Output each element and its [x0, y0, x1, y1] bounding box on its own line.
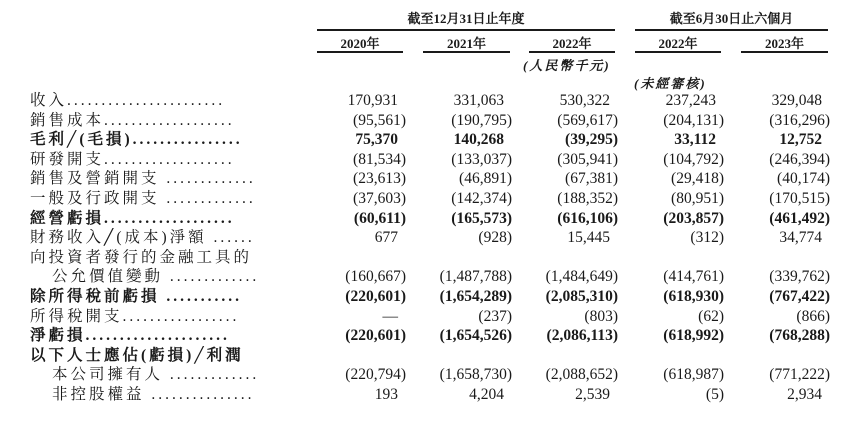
row-value: (414,761) — [663, 268, 724, 286]
row-value: (29,418) — [671, 170, 724, 188]
row-value: 329,048 — [771, 92, 822, 109]
year-rule-2020 — [317, 51, 403, 53]
year-rule-2023-interim — [741, 51, 828, 53]
table-row — [0, 385, 853, 404]
row-value: (928) — [478, 229, 512, 247]
row-value: (237) — [478, 307, 512, 325]
row-value: (246,394) — [769, 150, 830, 168]
table-row — [0, 228, 853, 247]
row-label: 財務收入╱(成本)淨額 ...... — [30, 229, 255, 247]
header-annual-period: 截至12月31日止年度 — [407, 11, 525, 26]
year-header-2022-interim: 2022年 — [658, 36, 698, 51]
row-value: 331,063 — [453, 92, 504, 109]
row-value: (316,296) — [769, 111, 830, 129]
row-value: (160,667) — [345, 268, 406, 286]
row-label: 本公司擁有人 ............. — [52, 366, 260, 384]
table-row — [0, 91, 853, 110]
row-value: (104,792) — [663, 150, 724, 168]
row-value: (5) — [705, 386, 724, 403]
year-rule-2022 — [529, 51, 615, 53]
table-row — [0, 111, 853, 130]
row-label: 淨虧損..................... — [30, 327, 230, 345]
row-label: 一般及行政開支 ............. — [30, 190, 256, 207]
row-value: 530,322 — [559, 92, 610, 109]
header-interim-rule — [635, 29, 828, 31]
row-value: 170,931 — [347, 92, 398, 109]
row-value: (60,611) — [353, 209, 406, 227]
row-value: (142,374) — [451, 190, 512, 207]
unit-note: (人民幣千元) — [523, 58, 611, 73]
row-value: (67,381) — [565, 170, 618, 188]
row-value: (1,658,730) — [439, 366, 512, 384]
row-label: 所得稅開支................. — [30, 307, 240, 325]
row-value: 75,370 — [355, 131, 398, 149]
row-value: 2,934 — [787, 386, 822, 403]
row-value: (170,515) — [769, 190, 830, 207]
row-label: 非控股權益 ............... — [52, 386, 255, 403]
table-row — [0, 169, 853, 188]
row-value: (312) — [690, 229, 724, 247]
row-value: (616,106) — [557, 209, 618, 227]
row-value: (768,288) — [769, 327, 830, 345]
row-value: 193 — [374, 386, 398, 403]
row-label: 經營虧損................... — [30, 209, 235, 227]
row-value: 34,774 — [779, 229, 822, 247]
table-row — [0, 130, 853, 149]
year-rule-2021 — [423, 51, 510, 53]
header-interim-period: 截至6月30日止六個月 — [669, 11, 794, 26]
year-header-2020: 2020年 — [340, 36, 380, 51]
row-value: (866) — [796, 307, 830, 325]
row-value: (23,613) — [353, 170, 406, 188]
row-label: 公允價值變動 ............. — [52, 268, 260, 286]
row-value: (767,422) — [769, 288, 830, 305]
row-label: 銷售成本................... — [30, 111, 235, 129]
row-label: 銷售及營銷開支 ............. — [30, 170, 256, 188]
row-label: 以下人士應佔(虧損)╱利潤 — [30, 346, 244, 364]
row-value: (1,654,289) — [439, 288, 512, 305]
table-row — [0, 346, 853, 365]
row-value: 677 — [374, 229, 398, 247]
row-label: 除所得稅前虧損 ........... — [30, 288, 243, 305]
table-row — [0, 267, 853, 286]
row-value: (204,131) — [663, 111, 724, 129]
row-label: 毛利╱(毛損)................ — [30, 131, 243, 149]
table-row — [0, 248, 853, 267]
row-value: (39,295) — [565, 131, 618, 149]
row-value: (771,222) — [769, 366, 830, 384]
row-value: (165,573) — [451, 209, 512, 227]
header-annual-rule — [317, 29, 615, 31]
row-value: (190,795) — [451, 111, 512, 129]
table-row — [0, 326, 853, 345]
row-value: — — [382, 307, 398, 325]
row-value: (803) — [584, 307, 618, 325]
unaudited-note: (未經審核) — [634, 76, 707, 91]
year-header-2022: 2022年 — [552, 36, 592, 51]
row-value: (1,487,788) — [439, 268, 512, 286]
row-value: (1,654,526) — [439, 327, 512, 345]
row-label: 研發開支................... — [30, 150, 235, 168]
row-value: (220,601) — [345, 327, 406, 345]
row-value: (461,492) — [769, 209, 830, 227]
row-value: (80,951) — [671, 190, 724, 207]
row-value: (220,601) — [345, 288, 406, 305]
row-value: (46,891) — [459, 170, 512, 188]
row-value: (203,857) — [663, 209, 724, 227]
table-row — [0, 307, 853, 326]
row-value: (1,484,649) — [545, 268, 618, 286]
row-value: 15,445 — [567, 229, 610, 247]
row-value: (569,617) — [557, 111, 618, 129]
row-value: 12,752 — [779, 131, 822, 149]
row-value: 237,243 — [665, 92, 716, 109]
year-rule-2022-interim — [635, 51, 721, 53]
row-value: (618,992) — [663, 327, 724, 345]
row-value: (2,085,310) — [545, 288, 618, 305]
row-value: (618,930) — [663, 288, 724, 305]
row-value: (2,086,113) — [546, 327, 618, 345]
table-row — [0, 189, 853, 208]
row-value: (305,941) — [557, 150, 618, 168]
table-row — [0, 287, 853, 306]
row-value: (188,352) — [557, 190, 618, 207]
row-value: 140,268 — [453, 131, 504, 149]
row-label: 向投資者發行的金融工具的 — [30, 248, 253, 266]
row-label: 收入....................... — [30, 92, 226, 109]
row-value: (618,987) — [663, 366, 724, 384]
table-row — [0, 209, 853, 228]
row-value: (40,174) — [777, 170, 830, 188]
row-value: 2,539 — [575, 386, 610, 403]
row-value: (2,088,652) — [545, 366, 618, 384]
year-header-2023-interim: 2023年 — [764, 36, 804, 51]
row-value: 4,204 — [469, 386, 504, 403]
row-value: (339,762) — [769, 268, 830, 286]
row-value: (81,534) — [353, 150, 406, 168]
row-value: (220,794) — [345, 366, 406, 384]
row-value: 33,112 — [674, 131, 716, 149]
row-value: (133,037) — [451, 150, 512, 168]
row-value: (95,561) — [353, 111, 406, 129]
row-value: (62) — [698, 307, 724, 325]
table-row — [0, 365, 853, 384]
row-value: (37,603) — [353, 190, 406, 207]
year-header-2021: 2021年 — [446, 36, 486, 51]
table-row — [0, 150, 853, 169]
